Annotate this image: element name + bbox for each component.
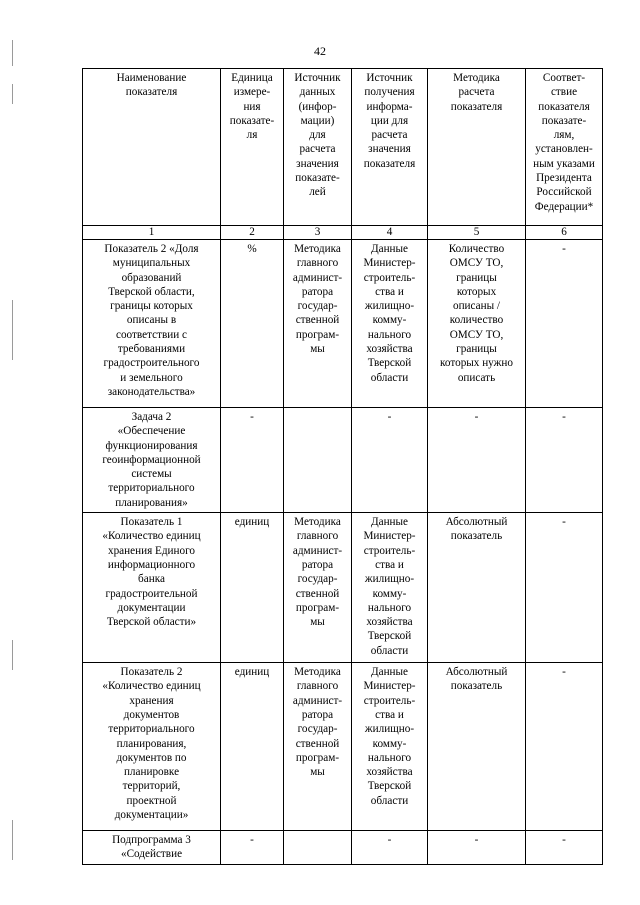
- scan-edge-mark: [12, 300, 13, 360]
- column-number-row: [83, 226, 603, 240]
- cell-unit: -: [221, 831, 284, 865]
- cell-calc-method: Абсолютный показатель: [428, 513, 526, 663]
- header-presidential-decree: Соответ- ствие показателя показате- лям, установлен- ным указами Президента Российской Федерации*: [526, 69, 603, 226]
- header-calc-method: Методика расчета показателя: [428, 69, 526, 226]
- column-number: 1: [83, 226, 221, 240]
- scan-edge-mark: [12, 40, 13, 66]
- cell-data-source: Методика главного админист- ратора государ- ственной програм- мы: [284, 513, 352, 663]
- cell-indicator-name: Задача 2 «Обеспечение функционирования геоинформационной системы территориального планирования»: [83, 408, 221, 513]
- cell-presidential-decree: -: [526, 240, 603, 408]
- cell-data-source: Методика главного админист- ратора государ- ственной програм- мы: [284, 240, 352, 408]
- cell-calc-method: Абсолютный показатель: [428, 663, 526, 831]
- cell-indicator-name: Показатель 1 «Количество единиц хранения Единого информационного банка градостроительной документации Тверской области»: [83, 513, 221, 663]
- cell-unit: единиц: [221, 513, 284, 663]
- cell-data-source: [284, 831, 352, 865]
- cell-unit: -: [221, 408, 284, 513]
- scan-edge-mark: [12, 84, 13, 104]
- cell-presidential-decree: -: [526, 831, 603, 865]
- cell-indicator-name: Показатель 2 «Количество единиц хранения документов территориального планирования, документов по планировке территорий, проектной документации»: [83, 663, 221, 831]
- scan-edge-mark: [12, 640, 13, 670]
- cell-info-source: -: [352, 831, 428, 865]
- cell-info-source: Данные Министер- строитель- ства и жилищно- комму- нального хозяйства Тверской области: [352, 240, 428, 408]
- cell-unit: %: [221, 240, 284, 408]
- cell-info-source: Данные Министер- строитель- ства и жилищно- комму- нального хозяйства Тверской области: [352, 513, 428, 663]
- header-data-source: Источник данных (инфор- мации) для расчета значения показате- лей: [284, 69, 352, 226]
- table-row: [83, 831, 603, 865]
- cell-info-source: -: [352, 408, 428, 513]
- table-row: [83, 663, 603, 831]
- cell-presidential-decree: -: [526, 513, 603, 663]
- column-number: 6: [526, 226, 603, 240]
- cell-indicator-name: Подпрограмма 3 «Содействие: [83, 831, 221, 865]
- table-header-row: [83, 69, 603, 226]
- cell-presidential-decree: -: [526, 408, 603, 513]
- table-row: [83, 408, 603, 513]
- header-unit: Единица измере- ния показате- ля: [221, 69, 284, 226]
- cell-data-source: [284, 408, 352, 513]
- header-info-source: Источник получения информа- ции для расчета значения показателя: [352, 69, 428, 226]
- column-number: 4: [352, 226, 428, 240]
- cell-data-source: Методика главного админист- ратора государ- ственной програм- мы: [284, 663, 352, 831]
- header-indicator-name: Наименование показателя: [83, 69, 221, 226]
- cell-indicator-name: Показатель 2 «Доля муниципальных образований Тверской области, границы которых описаны в соответствии с требованиями градостроительного и земельного законодательства»: [83, 240, 221, 408]
- cell-calc-method: -: [428, 408, 526, 513]
- indicator-table: [82, 68, 603, 865]
- cell-info-source: Данные Министер- строитель- ства и жилищно- комму- нального хозяйства Тверской области: [352, 663, 428, 831]
- column-number: 2: [221, 226, 284, 240]
- scan-edge-mark: [12, 820, 13, 860]
- cell-calc-method: -: [428, 831, 526, 865]
- page-number: 42: [314, 44, 326, 58]
- cell-calc-method: Количество ОМСУ ТО, границы которых описаны / количество ОМСУ ТО, границы которых нужно описать: [428, 240, 526, 408]
- table-row: [83, 513, 603, 663]
- table-row: [83, 240, 603, 408]
- column-number: 3: [284, 226, 352, 240]
- cell-presidential-decree: -: [526, 663, 603, 831]
- cell-unit: единиц: [221, 663, 284, 831]
- column-number: 5: [428, 226, 526, 240]
